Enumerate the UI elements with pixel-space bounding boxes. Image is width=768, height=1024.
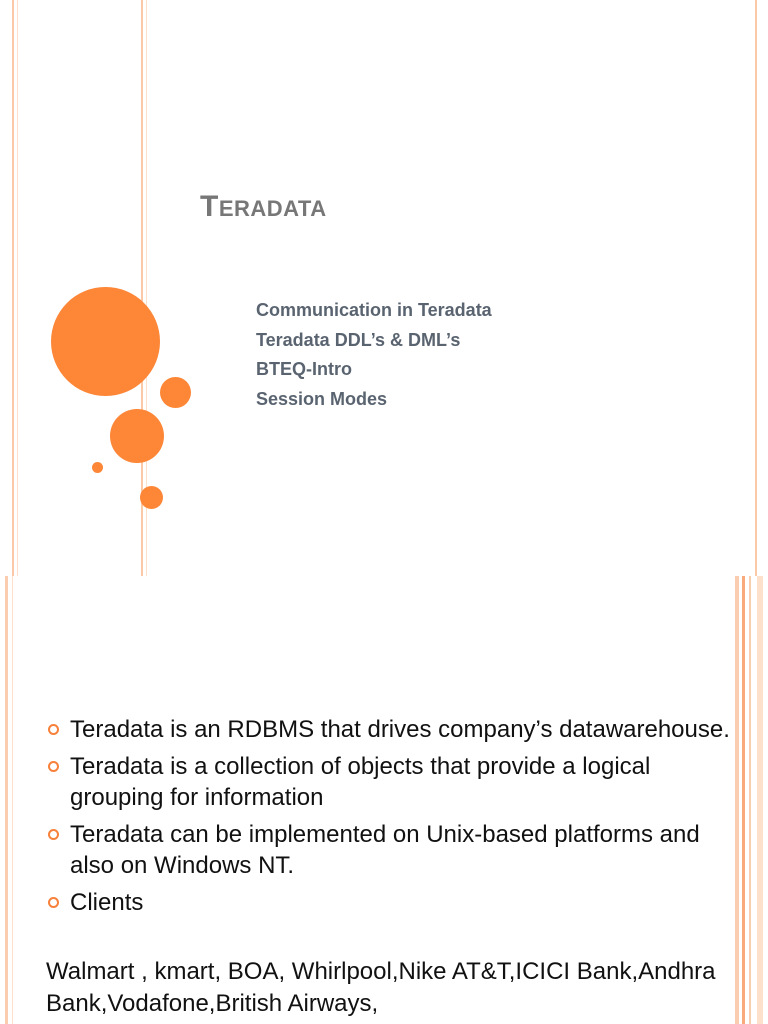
stripe-decoration — [757, 576, 763, 1024]
subtitle-item: Session Modes — [256, 388, 388, 409]
slide-title — [200, 190, 327, 224]
stripe-decoration — [12, 0, 14, 576]
stripe-decoration — [12, 576, 13, 1024]
bullet-circle-icon — [48, 761, 59, 772]
stripe-decoration — [755, 0, 757, 576]
bullet-text: Teradata is an RDBMS that drives company’s datawarehouse. — [70, 716, 730, 743]
bullet-list — [46, 714, 746, 924]
list-item — [46, 714, 746, 745]
list-item — [46, 751, 746, 813]
decorative-circle-large — [51, 287, 160, 396]
bullet-text: Teradata is a collection of objects that provide a logical grouping for information — [70, 753, 651, 811]
subtitle-list — [256, 296, 492, 414]
bullet-text: Teradata can be implemented on Unix-based platforms and also on Windows NT. — [70, 821, 700, 879]
stripe-decoration — [17, 0, 18, 576]
decorative-circle-small — [160, 377, 191, 408]
decorative-circle-tiny — [92, 462, 103, 473]
subtitle-item: Teradata DDL’s & DML’s — [256, 329, 461, 350]
list-item — [46, 887, 746, 918]
decorative-circle-small — [140, 486, 163, 509]
title-rest: ERADATA — [218, 196, 327, 221]
bullet-text: Clients — [70, 889, 144, 916]
decorative-circle-medium — [110, 409, 164, 463]
subtitle-item: Communication in Teradata — [256, 300, 492, 320]
bullet-circle-icon — [48, 724, 59, 735]
title-first-letter: T — [200, 190, 219, 223]
bullet-circle-icon — [48, 897, 59, 908]
stripe-decoration — [749, 576, 751, 1024]
stripe-decoration — [5, 576, 8, 1024]
subtitle-item: BTEQ-Intro — [256, 359, 352, 379]
list-item — [46, 819, 746, 881]
bullet-circle-icon — [48, 829, 59, 840]
clients-text: Walmart , kmart, BOA, Whirlpool,Nike AT&T,ICICI Bank,Andhra Bank,Vodafone,British Airways, — [46, 958, 716, 1017]
